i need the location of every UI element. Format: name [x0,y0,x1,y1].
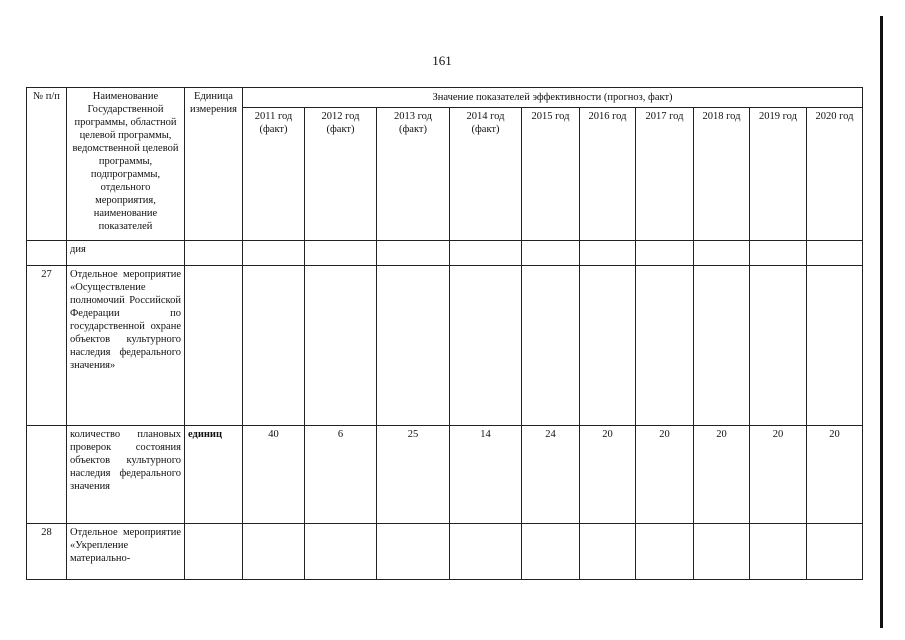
table-row [27,426,863,524]
page-edge-bar [880,16,883,628]
value-cell: 20 [580,426,636,524]
value-cell [450,266,522,426]
value-cell [807,266,863,426]
row-name: Отдельное мероприятие «Осуществление полномочий Российской Федерации по государственной охране объектов культурного наследия федерального значения» [67,266,185,426]
header-year: 2017 год [636,108,694,241]
value-cell [636,266,694,426]
row-num: 27 [27,266,67,426]
value-cell [377,266,450,426]
value-cell [305,241,377,266]
value-cell [522,266,580,426]
header-group: Значение показателей эффективности (прогноз, факт) [243,88,863,108]
header-year: 2020 год [807,108,863,241]
page-number: 161 [432,53,452,68]
row-name: дия [67,241,185,266]
value-cell [694,241,750,266]
value-cell [750,241,807,266]
header-year: 2013 год (факт) [377,108,450,241]
indicators-table [26,87,863,580]
row-name: Отдельное мероприятие «Укрепление материально- [67,524,185,580]
value-cell [522,524,580,580]
value-cell [243,524,305,580]
value-cell [750,266,807,426]
value-cell [580,241,636,266]
value-cell [377,241,450,266]
header-year: 2014 год (факт) [450,108,522,241]
row-name: количество плановых проверок состояния объектов культурного наследия федерального значения [67,426,185,524]
value-cell: 25 [377,426,450,524]
row-num [27,426,67,524]
value-cell [450,241,522,266]
value-cell [580,266,636,426]
header-year: 2019 год [750,108,807,241]
header-num: № п/п [27,88,67,241]
value-cell [243,241,305,266]
value-cell [580,524,636,580]
header-name: Наименование Государственной программы, областной целевой программы, ведомственной целевой программы, подпрограммы, отдельного мероприятия, наименование показателей [67,88,185,241]
value-cell [636,241,694,266]
header-year: 2015 год [522,108,580,241]
header-year: 2016 год [580,108,636,241]
value-cell [450,524,522,580]
value-cell [807,241,863,266]
value-cell: 20 [694,426,750,524]
value-cell: 20 [636,426,694,524]
table-row [27,524,863,580]
header-year: 2012 год (факт) [305,108,377,241]
value-cell [377,524,450,580]
value-cell [807,524,863,580]
value-cell [694,524,750,580]
value-cell: 14 [450,426,522,524]
row-num [27,241,67,266]
header-year: 2018 год [694,108,750,241]
value-cell [243,266,305,426]
table-row [27,266,863,426]
row-unit: единиц [185,426,243,524]
row-unit [185,241,243,266]
table-row [27,241,863,266]
value-cell: 20 [750,426,807,524]
value-cell [305,524,377,580]
value-cell [305,266,377,426]
value-cell [694,266,750,426]
value-cell [636,524,694,580]
header-year: 2011 год (факт) [243,108,305,241]
value-cell: 6 [305,426,377,524]
row-unit [185,524,243,580]
row-num: 28 [27,524,67,580]
value-cell: 40 [243,426,305,524]
value-cell [750,524,807,580]
value-cell: 20 [807,426,863,524]
row-unit [185,266,243,426]
value-cell [522,241,580,266]
header-unit: Единица измерения [185,88,243,241]
value-cell: 24 [522,426,580,524]
